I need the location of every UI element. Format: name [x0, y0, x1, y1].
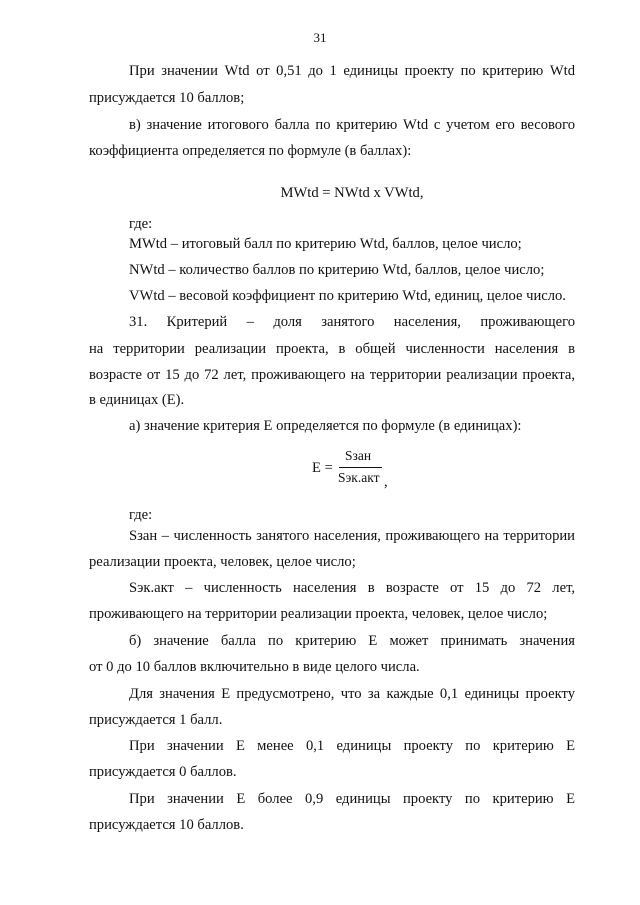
definition-line: NWtd – количество баллов по критерию Wtd, баллов, целое число; [129, 262, 545, 278]
paragraph-line: При значении Е более 0,9 единицы проекту по критерию Е [129, 791, 575, 807]
paragraph-line: на территории реализации проекта, в общей численности населения в [89, 341, 575, 357]
section-heading-line: 31. Критерий – доля занятого населения, проживающего [129, 314, 575, 330]
paragraph-line: Для значения Е предусмотрено, что за каждые 0,1 единицы проекту [129, 686, 575, 702]
paragraph-line: При значении Е менее 0,1 единицы проекту по критерию Е [129, 738, 575, 754]
formula-mwtd: MWtd = NWtd x VWtd, [280, 185, 424, 201]
page-number: 31 [313, 30, 327, 45]
paragraph-line: присуждается 10 баллов; [89, 90, 245, 106]
formula-e-denominator: Sэк.акт [338, 470, 380, 485]
definition-line: VWtd – весовой коэффициент по критерию Wtd, единиц, целое число. [129, 288, 566, 304]
paragraph-line: в) значение итогового балла по критерию Wtd с учетом его весового [129, 117, 575, 133]
paragraph-line: б) значение балла по критерию Е может принимать значения [129, 633, 575, 649]
paragraph-line: При значении Wtd от 0,51 до 1 единицы проекту по критерию Wtd [129, 63, 575, 79]
paragraph-line: присуждается 0 баллов. [89, 764, 237, 780]
paragraph-line: от 0 до 10 баллов включительно в виде целого числа. [89, 659, 420, 675]
fraction-bar [339, 467, 382, 468]
definition-line: Sэк.акт – численность населения в возрасте от 15 до 72 лет, [129, 580, 575, 596]
definition-line: реализации проекта, человек, целое число; [89, 554, 356, 570]
formula-e [0, 448, 640, 498]
definition-line: Sзан – численность занятого населения, проживающего на территории [129, 528, 575, 544]
paragraph-line: присуждается 1 балл. [89, 712, 223, 728]
formula-e-comma: , [384, 474, 388, 490]
paragraph-line: возрасте от 15 до 72 лет, проживающего на территории реализации проекта, [89, 367, 575, 383]
definition-line: MWtd – итоговый балл по критерию Wtd, баллов, целое число; [129, 236, 522, 252]
paragraph-line: присуждается 10 баллов. [89, 817, 244, 833]
paragraph-line: в единицах (Е). [89, 392, 185, 408]
formula-e-lhs: Е = [312, 460, 333, 476]
definition-line: проживающего на территории реализации проекта, человек, целое число; [89, 606, 548, 622]
where-label: где: [129, 507, 153, 523]
where-label: где: [129, 216, 153, 232]
formula-e-numerator: Sзан [345, 448, 372, 463]
paragraph-line: а) значение критерия Е определяется по формуле (в единицах): [129, 418, 522, 434]
paragraph-line: коэффициента определяется по формуле (в баллах): [89, 143, 412, 159]
